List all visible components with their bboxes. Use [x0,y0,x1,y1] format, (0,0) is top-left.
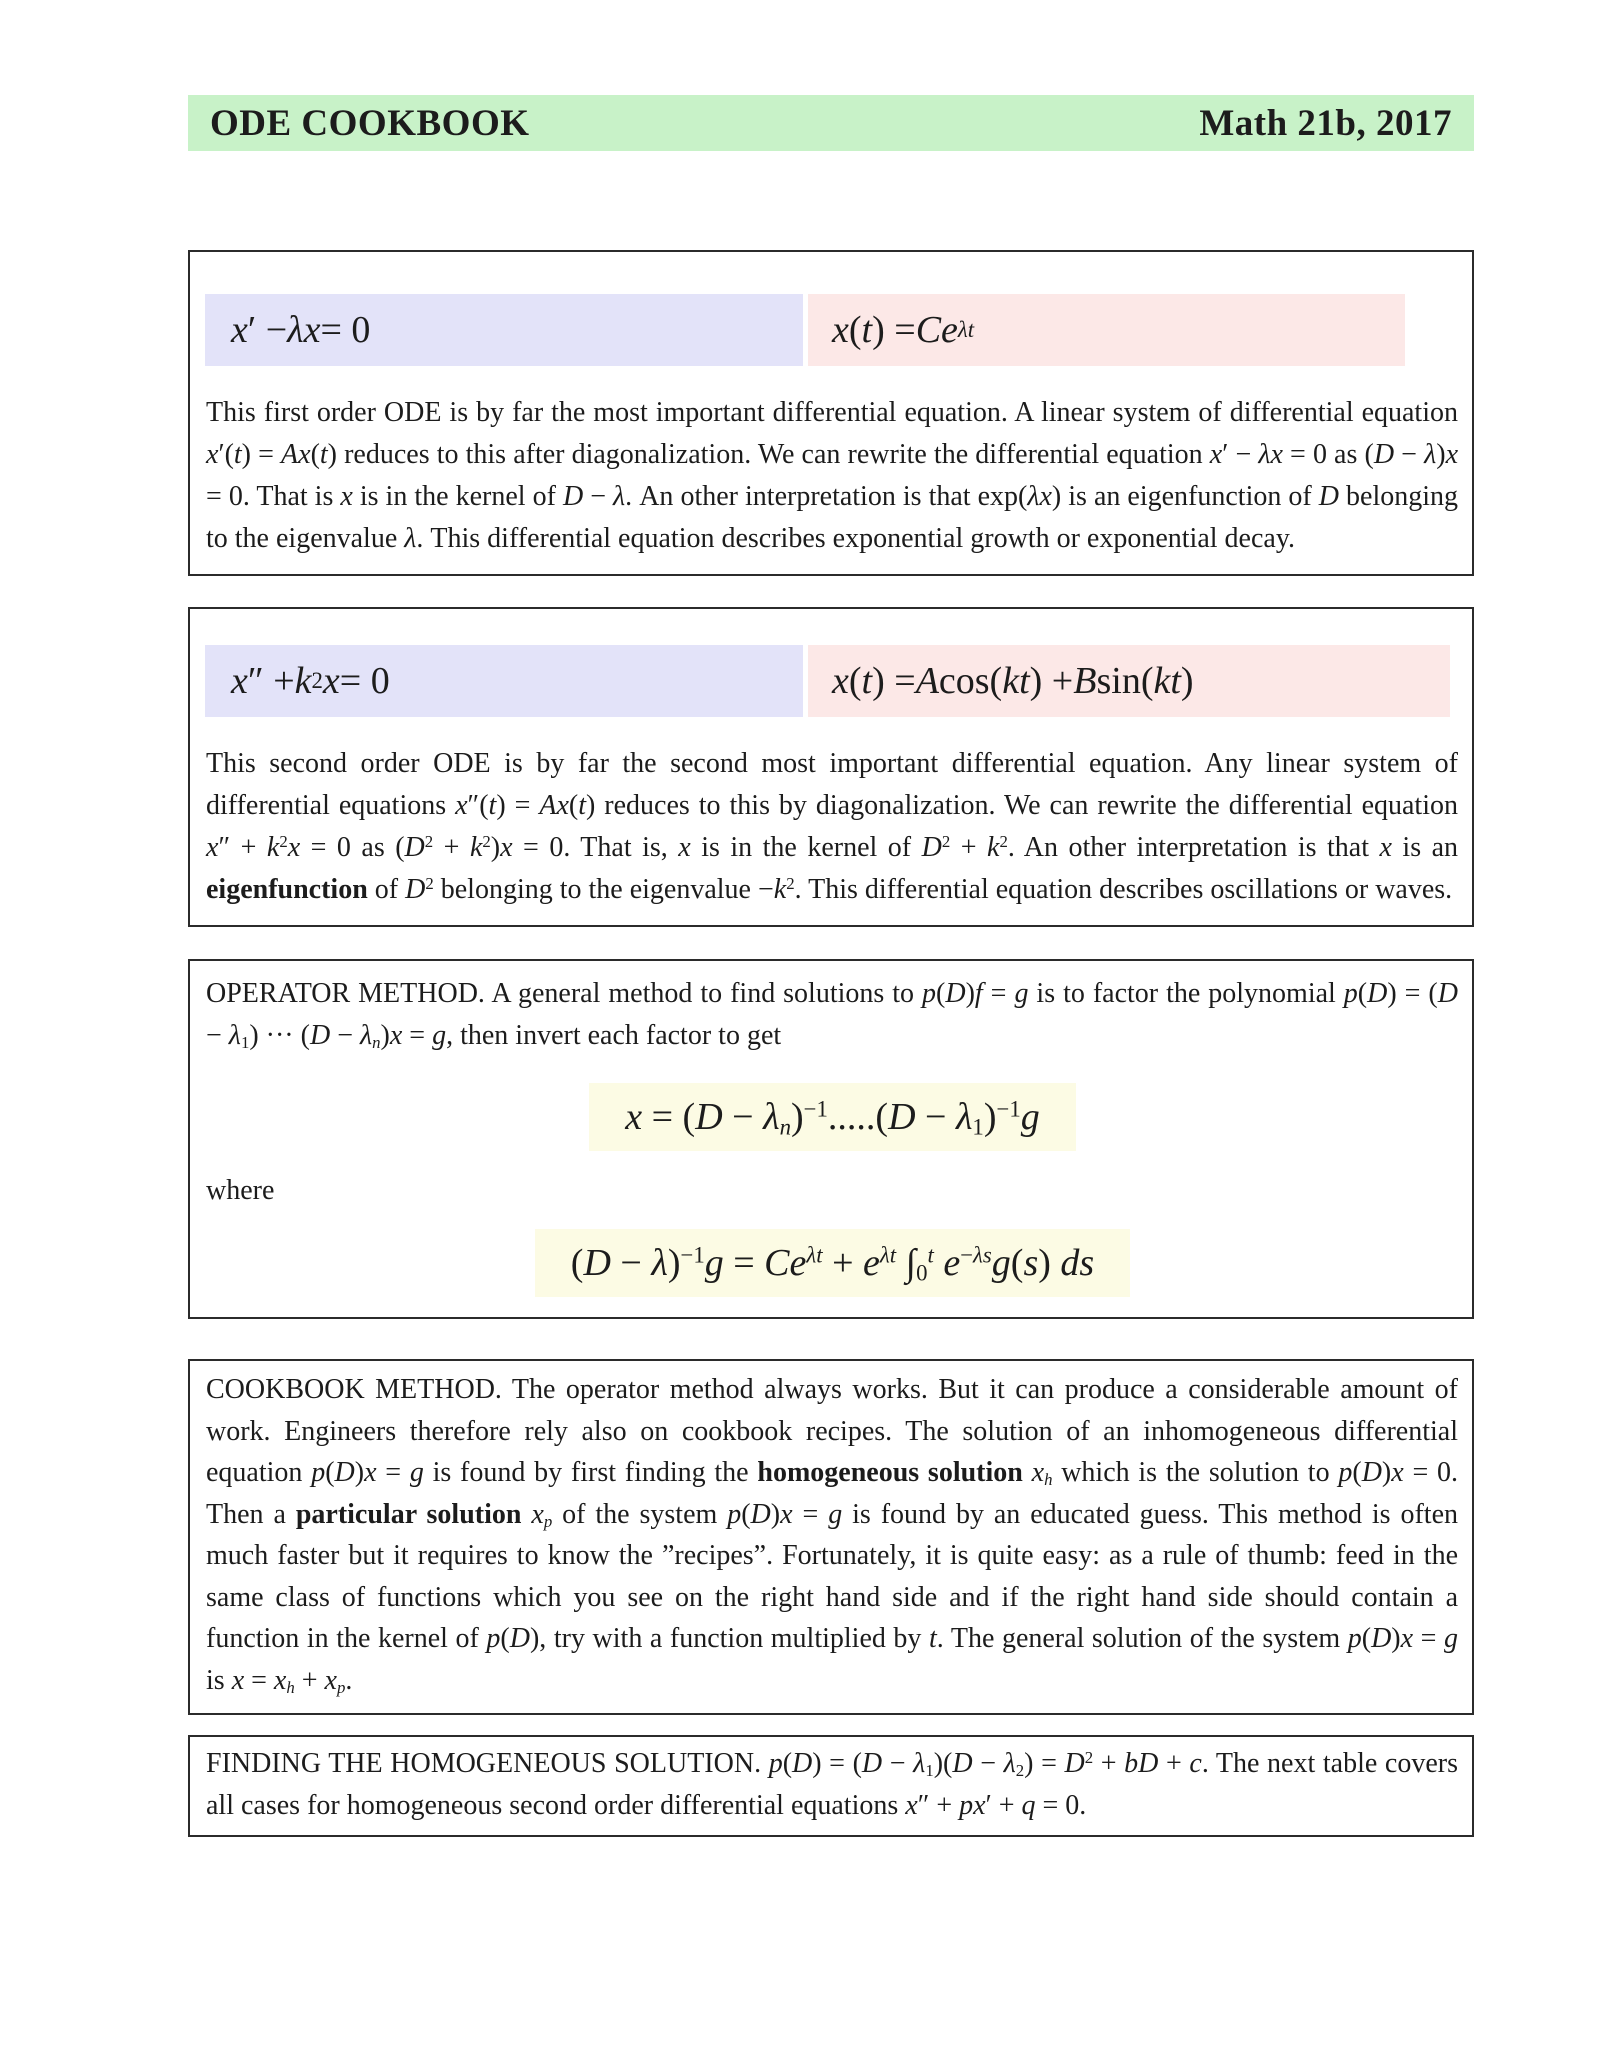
equation-row [205,645,1460,717]
formula-line [205,1229,1460,1297]
cookbook-method-box [188,1359,1474,1715]
course-label: Math 21b, 2017 [1199,102,1452,144]
second-order-solution: x ( t ) = A cos( kt ) + B sin( kt ) [808,645,1450,717]
homogeneous-solution-text: FINDING THE HOMOGENEOUS SOLUTION. $p(D) = (D - \lambda_1)(D - \lambda_2) = D^2$ + bD + c. The next table covers all cases for homogeneous second order differential equations x″ + px′ + q = 0. [206,1747,1458,1821]
equation-row [205,294,1460,366]
formula-line [205,1083,1460,1151]
second-order-ode-box [188,607,1474,927]
first-order-equation: x ′ − λx = 0 [205,294,803,366]
first-order-description: This first order ODE is by far the most important differential equation. A linear system of differential equation x′(t) = Ax(t) reduces to this after diagonalization. We can rewrite the differential equation x′ − λx = 0 as (D − λ)x = 0. That is x is in the kernel of D − λ. An other interpretation is that exp(λx) is an eigenfunction of D belonging to the eigenvalue λ. This differential equation describes exponential growth or exponential decay. [206,397,1458,554]
first-order-ode-box [188,250,1474,576]
inverse-chain-formula: $x = (D - \lambda_n)^{-1}.....(D - \lambda_1)^{-1}g$ [589,1083,1076,1151]
cookbook-method-text: COOKBOOK METHOD. The operator method always works. But it can produce a considerable amount of work. Engineers therefore rely also on cookbook recipes. The solution of an inhomogeneous differential equation p(D)x = g is found by first finding the homogeneous solution $x_h$ which is the solution to p(D)x = 0. Then a particular solution $x_p$ of the system p(D)x = g is found by an educated guess. This method is often much faster but it requires to know the ”recipes”. Fortunately, it is quite easy: as a rule of thumb: feed in the same class of functions which you see on the right hand side and if the right hand side should contain a function in the kernel of p(D), try with a function multiplied by t. The general solution of the system p(D)x = g is $x = x_h + x_p$. [206,1374,1459,1697]
operator-method-box [188,959,1474,1319]
page-title: ODE COOKBOOK [210,102,530,144]
second-order-equation: x ″ + k 2 x = 0 [205,645,803,717]
header-bar [188,95,1474,151]
resolvent-formula: $(D - \lambda)^{-1}g = Ce^{\lambda t} + e^{\lambda t}$ $\int_0^t$ $e^{-\lambda s}g(s)$ ds [535,1229,1130,1297]
document-page [188,0,1474,1837]
operator-method-intro: OPERATOR METHOD. A general method to find solutions to p(D)f = g is to factor the polynomial $p(D) = (D - \lambda_1)$ ··· $(D - \lambda_n)x = g$, then invert each factor to get [206,978,1458,1053]
second-order-description: This second order ODE is by far the second most important differential equation. Any linear system of differential equations x″(t) = Ax(t) reduces to this by diagonalization. We can rewrite the differential equation $x'' + k^2x = 0$ as $(D^2 + k^2)x = 0$. That is, x is in the kernel of $D^2 + k^2$. An other interpretation is that x is an eigenfunction of $D^2$ belonging to the eigenvalue $-k^2$. This differential equation describes oscillations or waves. [206,748,1459,905]
homogeneous-solution-box [188,1735,1474,1837]
where-label: where [206,1175,275,1206]
first-order-solution: x ( t ) = Ce λt [808,294,1405,366]
